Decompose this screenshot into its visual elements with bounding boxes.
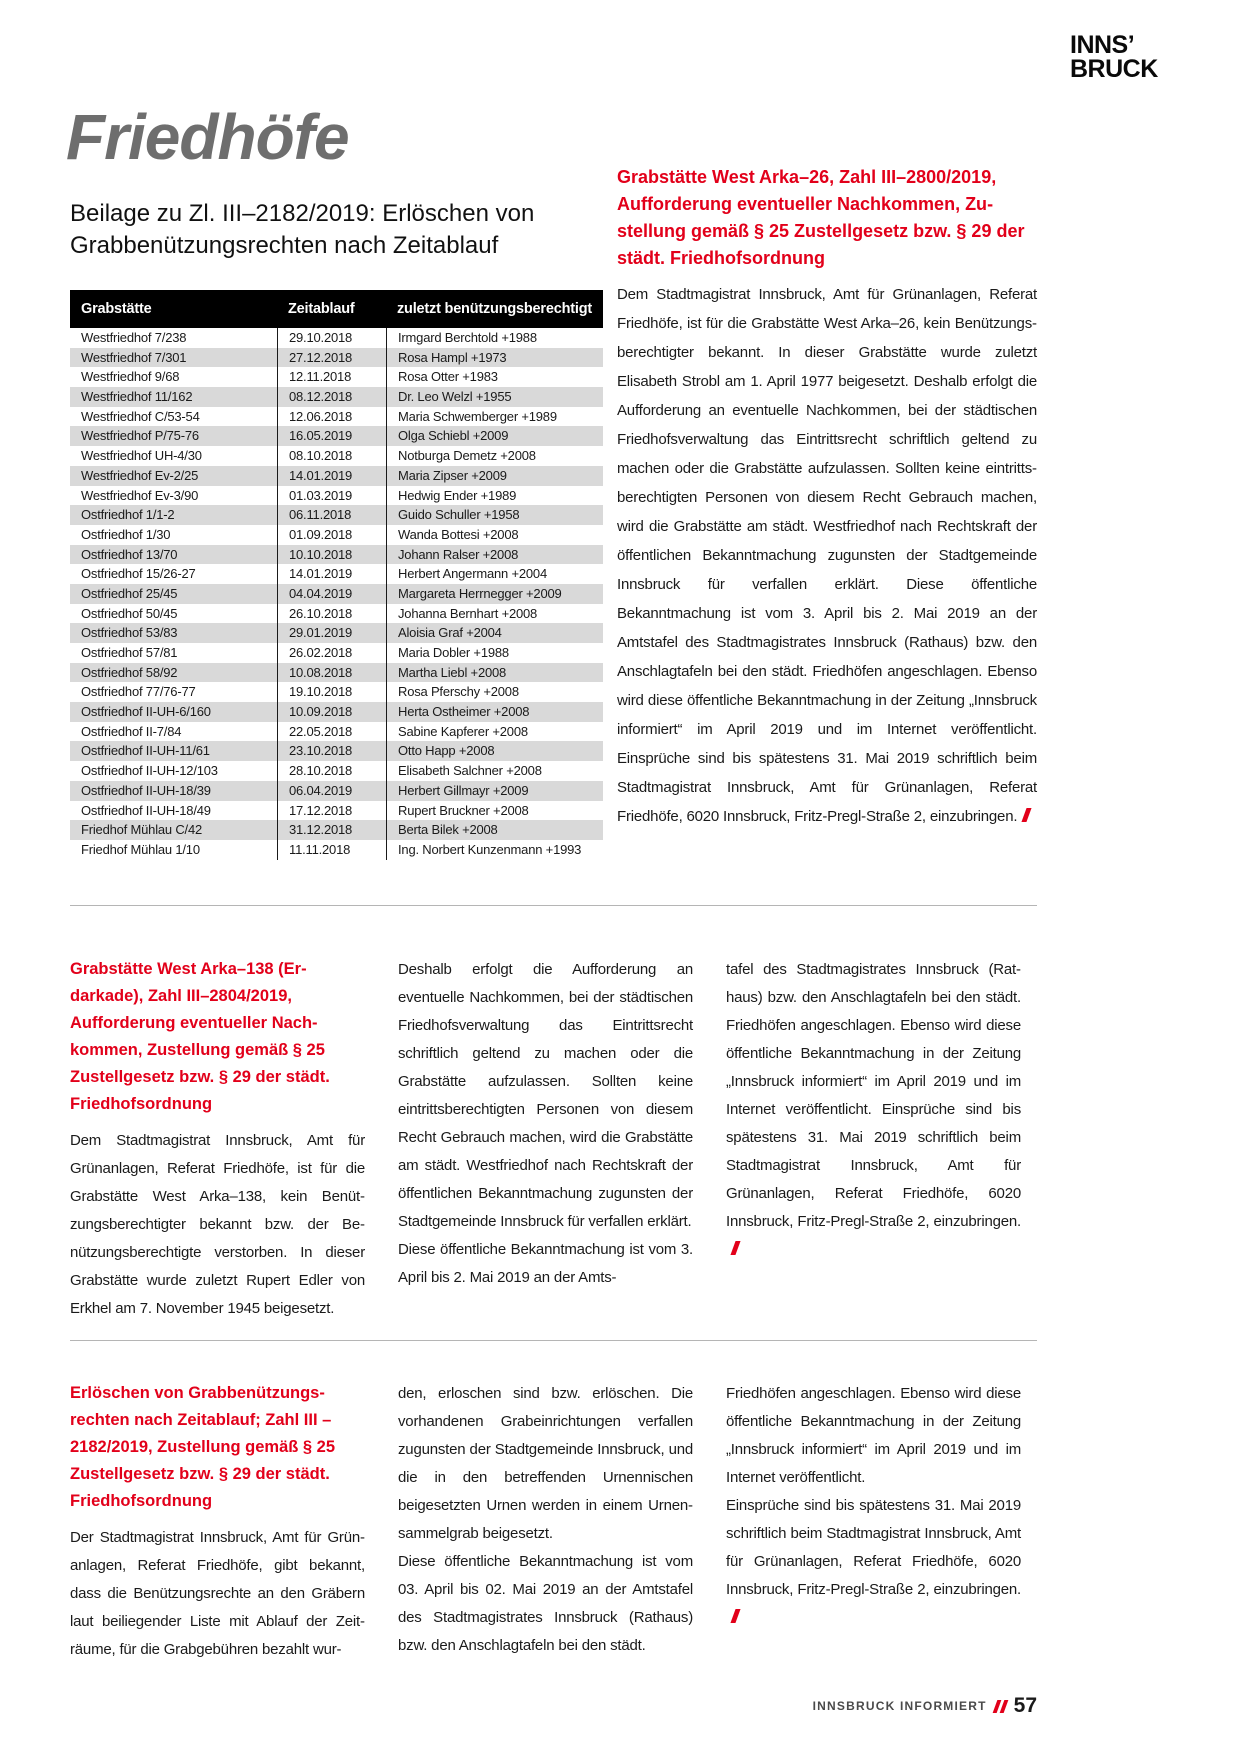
- grave-cell: Westfriedhof Ev-3/90: [81, 487, 199, 503]
- table-header-holder: zuletzt benützungsberechtigt: [397, 301, 592, 317]
- holder-cell: Rosa Pferschy +2008: [386, 682, 603, 702]
- table-row: [70, 348, 603, 368]
- grave-cell: Ostfriedhof II-UH-18/39: [81, 782, 211, 798]
- zeitablauf-column-1: [70, 1380, 365, 1664]
- holder-cell: Otto Happ +2008: [386, 741, 603, 761]
- grave-cell: Westfriedhof 9/68: [81, 369, 180, 385]
- table-row: [70, 426, 603, 446]
- grave-cell: Ostfriedhof II-UH-11/61: [81, 743, 210, 759]
- table-row: [70, 781, 603, 801]
- table-row: [70, 663, 603, 683]
- article-zeitablauf-heading: Erlöschen von Grabbenützungsrechten nach Zeitablauf; Zahl III –2182/2019, Zustellung gemäß § 25 Zustellgesetz bzw. § 29 der städt. Friedhofsordnung: [70, 1384, 336, 1510]
- grave-cell: Westfriedhof 7/301: [81, 349, 187, 365]
- innsbruck-logo: [1070, 31, 1158, 83]
- grave-cell: Westfriedhof C/53-54: [81, 408, 200, 424]
- page-title: Friedhöfe: [66, 101, 349, 173]
- grave-cell: Ostfriedhof 25/45: [81, 585, 178, 601]
- zeitablauf-col2-paragraph-1: den, erloschen sind bzw. erlöschen. Die vorhandenen Grabeinrichtungen verfallen zugunsten der Stadtgemeinde Innsbruck, und die in den betreffenden Urnennischen beigesetzten Urnen werden in einem Urnensammelgrab beigesetzt.: [398, 1385, 693, 1542]
- logo-line-1: INNS’: [1070, 31, 1135, 59]
- article-end-mark: [730, 1241, 740, 1255]
- article-arka26-body: Dem Stadtmagistrat Innsbruck, Amt für Grünanlagen, Referat Friedhöfe, ist für die Grabstätte West Arka–26, kein Benützungsberechtigter bekannt. In dieser Grabstätte wurde zuletzt Elisabeth Strobl am 1. April 1977 beigesetzt. Deshalb erfolgt die Aufforderung an eventuelle Nachkommen, bei der städtischen Friedhofsverwaltung das Eintrittsrecht schriftlich geltend zu machen oder die Grabstätte aufzulassen. Sollten keine eintrittsberechtigten Personen von diesem Recht Gebrauch machen, wird die Grabstätte am städt. Westfriedhof nach Rechtskraft der öffentlichen Bekanntmachung zugunsten der Stadtgemeinde Innsbruck für verfallen erklärt. Diese öffentliche Bekanntmachung ist vom 3. April bis 2. Mai 2019 an der Amtstafel des Stadtmagistrates Innsbruck (Rathaus) bzw. den Anschlagtafeln bei den städt. Friedhöfen angeschlagen. Ebenso wird diese öffentliche Bekanntmachung in der Zeitung „Innsbruck informiert“ im April 2019 und im Internet veröffentlicht. Einsprüche sind bis spätestens 31. Mai 2019 schriftlich beim Stadtmagistrat Innsbruck, Amt für Grünanlagen, Referat Friedhöfe, 6020 Innsbruck, Fritz-Pregl-Straße 2, einzubringen.: [617, 286, 1037, 825]
- table-row: [70, 643, 603, 663]
- holder-cell: Wanda Bottesi +2008: [386, 525, 603, 545]
- arka138-col1-paragraph: Dem Stadtmagistrat Innsbruck, Amt für Grünanlagen, Referat Friedhöfe, ist für die Grabstätte West Arka–138, kein Benützungsberechtigter bekannt bzw. der Benützungsberechtigte verstorben. In dieser Grabstätte wurde zuletzt Rupert Edler von Erkhel am 7. November 1945 beigesetzt.: [70, 1132, 365, 1317]
- grave-cell: Ostfriedhof 50/45: [81, 605, 178, 621]
- holder-cell: Dr. Leo Welzl +1955: [386, 387, 603, 407]
- grave-cell: Friedhof Mühlau 1/10: [81, 841, 200, 857]
- footer-mark-icon: [995, 1700, 1006, 1713]
- expiry-cell: 06.04.2019: [277, 781, 386, 801]
- zeitablauf-col3-paragraph-1: Friedhöfen angeschlagen. Ebenso wird diese öffentliche Bekanntmachung in der Zeitung „Innsbruck informiert“ im April 2019 und im Internet veröffentlicht.: [726, 1385, 1021, 1486]
- holder-cell: Rupert Bruckner +2008: [386, 801, 603, 821]
- holder-cell: Hedwig Ender +1989: [386, 486, 603, 506]
- zeitablauf-col3-paragraph-2: Einsprüche sind bis spätestens 31. Mai 2019 schriftlich beim Stadtmagistrat Innsbruck, Amt für Grünanlagen, Referat Friedhöfe, 6020 Innsbruck, Fritz-Pregl-Straße 2, einzubringen.: [726, 1492, 1021, 1632]
- table-row: [70, 722, 603, 742]
- table-header-expiry: Zeitablauf: [288, 301, 355, 317]
- expiry-cell: 08.12.2018: [277, 387, 386, 407]
- table-row: [70, 801, 603, 821]
- holder-cell: Ing. Norbert Kunzenmann +1993: [386, 840, 603, 860]
- grave-cell: Ostfriedhof 58/92: [81, 664, 178, 680]
- holder-cell: Herta Ostheimer +2008: [386, 702, 603, 722]
- holder-cell: Margareta Herrnegger +2009: [386, 584, 603, 604]
- arka138-col2-paragraph-1: Deshalb erfolgt die Aufforderung an eventuelle Nachkommen, bei der städtischen Friedhofsverwaltung das Eintrittsrecht schriftlich geltend zu machen oder die Grabstätte aufzulassen. Sollten keine eintrittsberechtigten Personen von diesem Recht Gebrauch machen, wird die Grabstätte am städt. Westfriedhof nach Rechtskraft der öffentlichen Bekanntmachung zugunsten der Stadtgemeinde Innsbruck für verfallen erklärt.: [398, 961, 693, 1230]
- page-subtitle: Beilage zu Zl. III–2182/2019: Erlöschen von Grabbenützungsrechten nach Zeitablauf: [70, 200, 535, 260]
- table-row: [70, 623, 603, 643]
- expiry-cell: 14.01.2019: [277, 466, 386, 486]
- grave-cell: Ostfriedhof 1/30: [81, 526, 171, 542]
- holder-cell: Rosa Otter +1983: [386, 367, 603, 387]
- expiry-cell: 29.10.2018: [277, 328, 386, 348]
- holder-cell: Johann Ralser +2008: [386, 545, 603, 565]
- expiry-cell: 12.11.2018: [277, 367, 386, 387]
- table-row: [70, 328, 603, 348]
- holder-cell: Berta Bilek +2008: [386, 820, 603, 840]
- expiry-cell: 29.01.2019: [277, 623, 386, 643]
- grave-cell: Ostfriedhof II-UH-18/49: [81, 802, 211, 818]
- article-arka138-heading: Grabstätte West Arka–138 (Erdarkade), Zahl III–2804/2019, Aufforderung eventueller Nachkommen, Zustellung gemäß § 25 Zustellgesetz bzw. § 29 der städt. Friedhofsordnung: [70, 960, 330, 1113]
- arka138-column-2: [398, 956, 693, 1292]
- grave-cell: Westfriedhof P/75-76: [81, 428, 199, 444]
- zeitablauf-col1-paragraph: Der Stadtmagistrat Innsbruck, Amt für Grünanlagen, Referat Friedhöfe, gibt bekannt, dass die Benützungsrechte an den Gräbern laut beiliegender Liste mit Ablauf der Zeiträume, für die Grabgebühren bezahlt wur-: [70, 1529, 365, 1658]
- table-row: [70, 525, 603, 545]
- expiry-cell: 04.04.2019: [277, 584, 386, 604]
- arka138-column-3: [726, 956, 1021, 1264]
- table-header-row: [70, 290, 603, 328]
- table-row: [70, 466, 603, 486]
- holder-cell: Johanna Bernhart +2008: [386, 604, 603, 624]
- table-row: [70, 407, 603, 427]
- grave-cell: Ostfriedhof II-UH-6/160: [81, 704, 211, 720]
- table-row: [70, 702, 603, 722]
- holder-cell: Aloisia Graf +2004: [386, 623, 603, 643]
- grave-cell: Ostfriedhof 57/81: [81, 645, 178, 660]
- grave-table-body: [70, 328, 603, 860]
- arka138-col3-paragraph: tafel des Stadtmagistrates Innsbruck (Rathaus) bzw. den Anschlagtafeln bei den städt. Friedhöfen angeschlagen. Ebenso wird diese öffentliche Bekanntmachung in der Zeitung „Innsbruck informiert“ im April 2019 und im Internet veröffentlicht. Einsprüche sind bis spätestens 31. Mai 2019 schriftlich beim Stadtmagistrat Innsbruck, Amt für Grünanlagen, Referat Friedhöfe, 6020 Innsbruck, Fritz-Pregl-Straße 2, einzubringen.: [726, 956, 1021, 1264]
- expiry-cell: 10.08.2018: [277, 663, 386, 683]
- table-row: [70, 761, 603, 781]
- expiry-cell: 10.09.2018: [277, 702, 386, 722]
- grave-cell: Westfriedhof 7/238: [81, 330, 187, 345]
- grave-cell: Westfriedhof UH-4/30: [81, 448, 202, 464]
- expiry-cell: 14.01.2019: [277, 564, 386, 584]
- expiry-cell: 01.09.2018: [277, 525, 386, 545]
- expiry-cell: 08.10.2018: [277, 446, 386, 466]
- grave-table: [70, 290, 603, 860]
- grave-cell: Ostfriedhof II-UH-12/103: [81, 763, 218, 779]
- page-footer: [617, 1694, 1037, 1718]
- holder-cell: Notburga Demetz +2008: [386, 446, 603, 466]
- expiry-cell: 26.10.2018: [277, 604, 386, 624]
- expiry-cell: 12.06.2018: [277, 407, 386, 427]
- holder-cell: Rosa Hampl +1973: [386, 348, 603, 368]
- section-divider: [70, 1340, 1037, 1341]
- holder-cell: Olga Schiebl +2009: [386, 426, 603, 446]
- holder-cell: Guido Schuller +1958: [386, 505, 603, 525]
- holder-cell: Maria Dobler +1988: [386, 643, 603, 663]
- zeitablauf-col2-paragraph-2: Diese öffentliche Bekanntmachung ist vom 03. April bis 02. Mai 2019 an der Amtstafel des Stadtmagistrates Innsbruck (Rathaus) bzw. den Anschlagtafeln bei den städt.: [398, 1553, 693, 1654]
- expiry-cell: 17.12.2018: [277, 801, 386, 821]
- grave-cell: Ostfriedhof 1/1-2: [81, 507, 175, 523]
- section-divider: [70, 905, 1037, 906]
- table-row: [70, 840, 603, 860]
- expiry-cell: 27.12.2018: [277, 348, 386, 368]
- table-row: [70, 820, 603, 840]
- expiry-cell: 11.11.2018: [277, 840, 386, 860]
- table-row: [70, 741, 603, 761]
- expiry-cell: 26.02.2018: [277, 643, 386, 663]
- logo-line-2: BRUCK: [1070, 54, 1158, 83]
- page-number: 57: [1013, 1694, 1037, 1717]
- expiry-cell: 31.12.2018: [277, 820, 386, 840]
- grave-cell: Ostfriedhof 15/26-27: [81, 566, 196, 582]
- holder-cell: Maria Schwemberger +1989: [386, 407, 603, 427]
- table-row: [70, 387, 603, 407]
- table-row: [70, 604, 603, 624]
- holder-cell: Herbert Gillmayr +2009: [386, 781, 603, 801]
- article-arka26-heading: Grabstätte West Arka–26, Zahl III–2800/2019, Aufforderung eventueller Nachkommen, Zustellung gemäß § 25 Zustellgesetz bzw. § 29 der städt. Friedhofsordnung: [617, 167, 1025, 268]
- grave-cell: Ostfriedhof II-7/84: [81, 723, 182, 739]
- table-row: [70, 584, 603, 604]
- holder-cell: Martha Liebl +2008: [386, 663, 603, 683]
- holder-cell: Herbert Angermann +2004: [386, 564, 603, 584]
- arka138-column-1: [70, 956, 365, 1323]
- expiry-cell: 19.10.2018: [277, 682, 386, 702]
- table-row: [70, 545, 603, 565]
- expiry-cell: 23.10.2018: [277, 741, 386, 761]
- article-end-mark: [1022, 808, 1032, 822]
- grave-cell: Ostfriedhof 13/70: [81, 546, 178, 562]
- grave-cell: Ostfriedhof 53/83: [81, 625, 178, 641]
- table-row: [70, 446, 603, 466]
- table-row: [70, 564, 603, 584]
- article-arka26: [617, 164, 1037, 831]
- table-header-grave: Grabstätte: [81, 301, 152, 317]
- table-row: [70, 682, 603, 702]
- expiry-cell: 16.05.2019: [277, 426, 386, 446]
- grave-cell: Ostfriedhof 77/76-77: [81, 684, 196, 700]
- holder-cell: Elisabeth Salchner +2008: [386, 761, 603, 781]
- expiry-cell: 22.05.2018: [277, 722, 386, 742]
- expiry-cell: 06.11.2018: [277, 505, 386, 525]
- table-row: [70, 486, 603, 506]
- holder-cell: Maria Zipser +2009: [386, 466, 603, 486]
- grave-cell: Westfriedhof Ev-2/25: [81, 467, 199, 483]
- holder-cell: Sabine Kapferer +2008: [386, 722, 603, 742]
- zeitablauf-column-2: [398, 1380, 693, 1660]
- grave-cell: Westfriedhof 11/162: [81, 389, 193, 405]
- expiry-cell: 28.10.2018: [277, 761, 386, 781]
- grave-cell: Friedhof Mühlau C/42: [81, 822, 203, 838]
- article-end-mark: [730, 1609, 740, 1623]
- zeitablauf-column-3: [726, 1380, 1021, 1632]
- holder-cell: Irmgard Berchtold +1988: [386, 328, 603, 348]
- expiry-cell: 01.03.2019: [277, 486, 386, 506]
- table-row: [70, 505, 603, 525]
- table-row: [70, 367, 603, 387]
- arka138-col2-paragraph-2: Diese öffentliche Bekanntmachung ist vom 3. April bis 2. Mai 2019 an der Amts-: [398, 1241, 693, 1286]
- footer-magazine-name: INNSBRUCK INFORMIERT: [812, 1699, 987, 1713]
- expiry-cell: 10.10.2018: [277, 545, 386, 565]
